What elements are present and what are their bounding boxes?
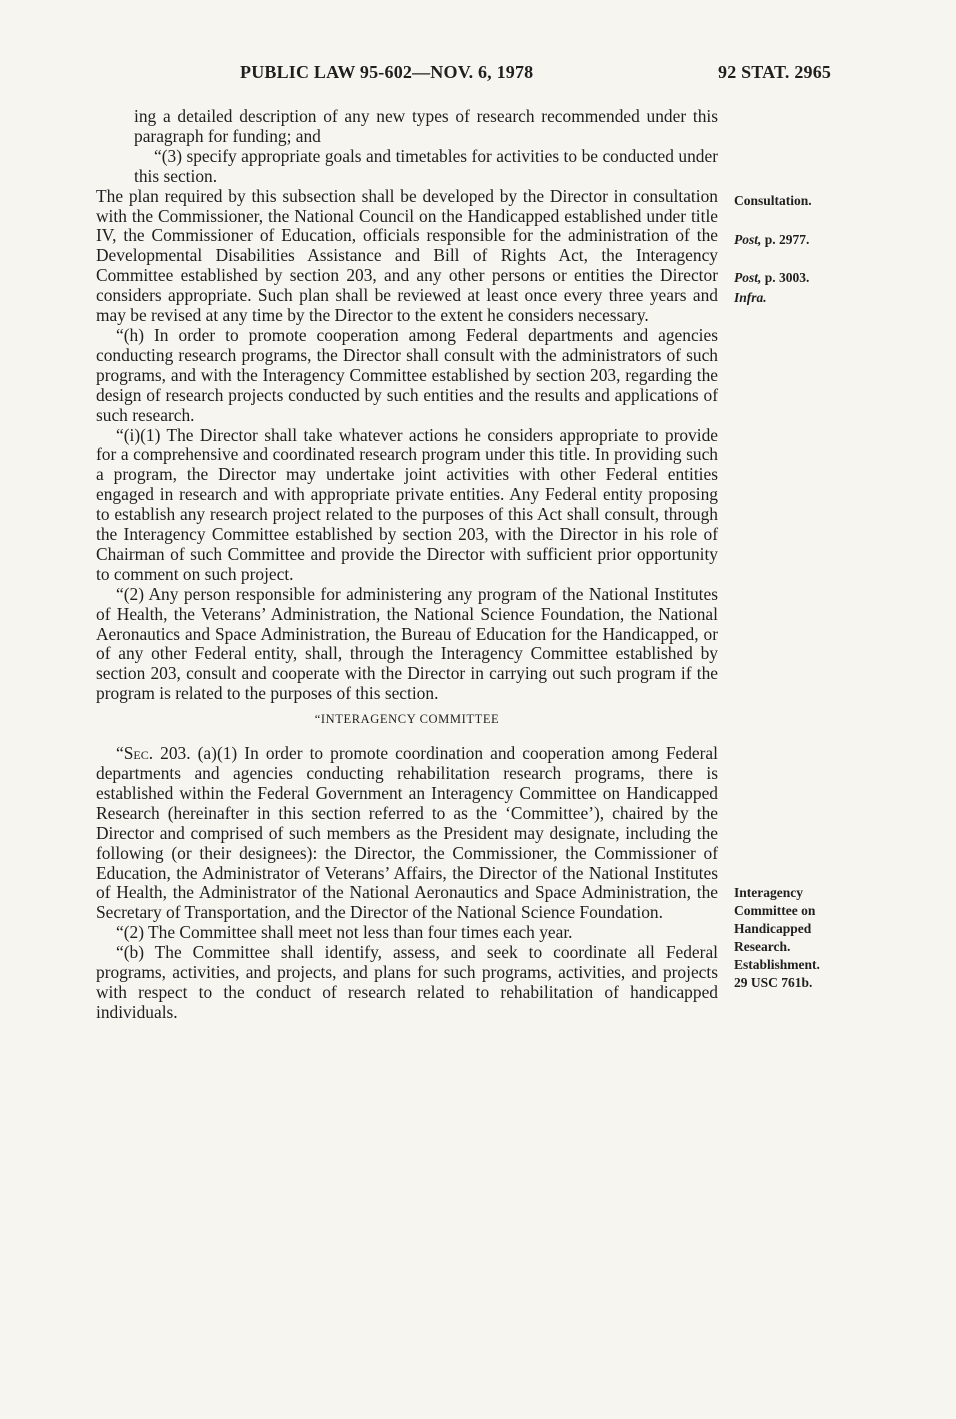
statute-page-number: 92 STAT. 2965 (718, 62, 832, 82)
margin-note-line: Interagency (734, 885, 803, 900)
margin-note-line: Establishment. (734, 957, 820, 972)
paragraph-continuation: ing a detailed description of any new types of research recommended under this paragraph for funding; and (134, 106, 718, 146)
margin-note-post-3003-page: p. 3003. (761, 270, 810, 285)
paragraph-item-3: “(3) specify appropriate goals and timetables for activities to be conducted under this section. (134, 145, 718, 186)
margin-note-post-2977-italic: Post, (734, 232, 762, 247)
section-number: “Sec. 203. (116, 743, 191, 764)
paragraph-sec-203-a (96, 744, 718, 923)
margin-note-post-2977 (734, 231, 809, 249)
margin-note-post-2977-page: p. 2977. (761, 232, 810, 247)
page-header (0, 62, 956, 86)
margin-note-line: 29 USC 761b. (734, 975, 813, 990)
margin-note-interagency (734, 884, 820, 992)
margin-note-post-3003-italic: Post, (734, 270, 762, 285)
margin-note-line: Research. (734, 939, 791, 954)
section-heading: “INTERAGENCY COMMITTEE (314, 712, 500, 727)
margin-note-consultation: Consultation. (734, 193, 812, 208)
margin-note-post-3003 (734, 269, 809, 287)
paragraph-i-1: “(i)(1) The Director shall take whatever actions he considers appropriate to provide for a comprehensive and coordinated research program under this title. In providing such a program, the Director may undertake joint activities with other Federal entities engaged in research and with appropriate private entities. Any Federal entity proposing to establish any research project related to the purposes of this Act shall consult, through the Interagency Committee established by section 203, with the Director in his role of Chairman of such Committee and provide the Director with sufficient prior opportunity to comment on such project. (96, 424, 718, 584)
margin-note-line: Committee on (734, 903, 816, 918)
margin-note-line: Handicapped (734, 921, 812, 936)
paragraph-sec-203-a-2: “(2) The Committee shall meet not less than four times each year. (116, 922, 573, 943)
paragraph-sec-203-a-text: (a)(1) In order to promote coordination and cooperation among Federal departments and agencies conducting rehabilitation research programs, there is established within the Federal Government an Interagency Committee on Handicapped Research (hereinafter in this section referred to as the ‘Committee’), chaired by the Director and comprised of such members as the President may designate, including the following (or their designees): the Director, the Commissioner, the Commissioner of Education, the Administrator of Veterans’ Affairs, the Director of the National Institutes of Health, the Administrator of the National Aeronautics and Space Administration, the Secretary of Transportation, and the Director of the National Science Foundation. (96, 743, 718, 923)
paragraph-sec-203-b: “(b) The Committee shall identify, assess, and seek to coordinate all Federal programs, activities, and projects, and plans for such programs, activities, and projects with respect to the conduct of research related to rehabilitation of handicapped individuals. (96, 942, 718, 1022)
margin-note-infra (734, 289, 767, 307)
paragraph-plan: The plan required by this subsection shall be developed by the Director in consultation with the Commissioner, the National Council on the Handicapped established under title IV, the Commissioner of Education, officials responsible for the administration of the Developmental Disabilities Assistance and Bill of Rights Act, the Interagency Committee established by section 203, and any other persons or entities the Director considers appropriate. Such plan shall be reviewed at least once every three years and may be revised at any time by the Director to the extent he considers necessary. (96, 185, 718, 326)
page-title: PUBLIC LAW 95-602—NOV. 6, 1978 (240, 62, 534, 82)
paragraph-i-2: “(2) Any person responsible for administering any program of the National Institutes of Health, the Veterans’ Administration, the National Science Foundation, the National Aeronautics and Space Administration, the Bureau of Education for the Handicapped, or of any other Federal entity, shall, through the Interagency Committee established by section 203, consult and cooperate with the Director in carrying out such program if the program is related to the purposes of this section. (96, 583, 718, 704)
body-text (96, 107, 718, 1023)
margin-note-infra-text: Infra. (734, 290, 767, 305)
paragraph-h: “(h) In order to promote cooperation among Federal departments and agencies conducting research programs, the Director shall consult with the administrators of such programs, and with the Interagency Committee established by section 203, regarding the design of research projects conducted by such entities and the results and applications of such research. (96, 324, 718, 425)
